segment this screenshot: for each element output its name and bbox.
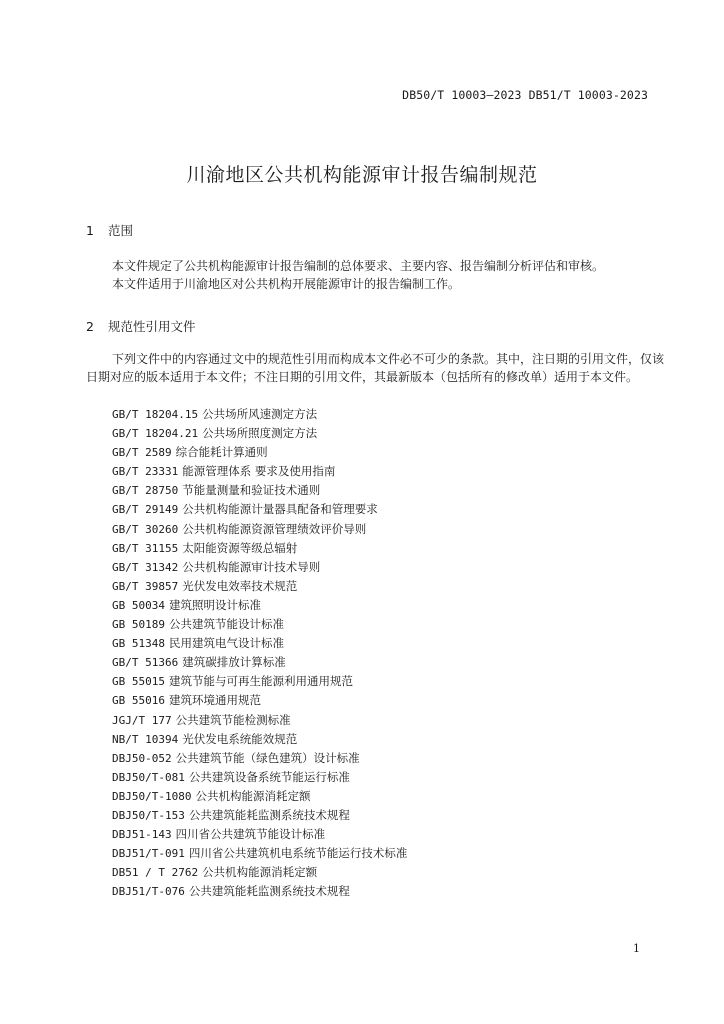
reference-name: 四川省公共建筑机电系统节能运行技术标准 [188,846,408,861]
reference-item [112,520,407,539]
section-number: 2 [86,319,94,334]
reference-item [112,672,407,691]
reference-item [112,577,407,596]
reference-name: 建筑照明设计标准 [168,597,261,612]
reference-item [112,787,407,806]
paragraph: 下列文件中的内容通过文中的规范性引用而构成本文件必不可少的条款。其中，注日期的引用文件，仅该日期对应的版本适用于本文件；不注日期的引用文件，其最新版本（包括所有的修改单）适用于本文件。 [86,352,665,384]
reference-item [112,749,407,768]
reference-name: 太阳能资源等级总辐射 [182,540,298,555]
reference-item [112,500,407,519]
reference-item [112,596,407,615]
reference-item [112,481,407,500]
reference-item [112,863,407,882]
reference-name: 公共建筑设备系统节能运行标准 [188,769,350,784]
reference-code: DBJ50/T-081 [112,770,185,784]
reference-item [112,730,407,749]
reference-name: 公共机构能源审计技术导则 [182,559,321,574]
reference-code: DBJ51/T-091 [112,847,185,861]
reference-item [112,634,407,653]
section-heading-scope [86,221,133,239]
reference-code: GB 51348 [112,637,165,651]
reference-name: 光伏发电效率技术规范 [182,578,298,593]
reference-name: 建筑环境通用规范 [168,693,261,708]
reference-code: GB/T 28750 [112,484,179,498]
reference-code: GB/T 23331 [112,465,179,479]
reference-code: GB 55016 [112,694,165,708]
reference-code: GB/T 2589 [112,446,172,460]
reference-code: DBJ51-143 [112,828,172,842]
page-number: 1 [633,942,640,955]
reference-item [112,462,407,481]
reference-code: GB/T 39857 [112,579,179,593]
paragraph: 本文件适用于川渝地区对公共机构开展能源审计的报告编制工作。 [112,277,461,291]
reference-item [112,539,407,558]
section-number: 1 [86,223,94,238]
reference-name: 公共建筑节能（绿色建筑）设计标准 [175,750,360,765]
reference-name: 能源管理体系 要求及使用指南 [182,464,336,479]
reference-name: 四川省公共建筑节能设计标准 [175,827,326,842]
reference-name: 公共建筑节能设计标准 [168,617,284,632]
reference-item [112,653,407,672]
reference-name: 光伏发电系统能效规范 [182,731,298,746]
reference-name: 公共建筑能耗监测系统技术规程 [188,884,350,899]
reference-item [112,882,407,901]
reference-item [112,691,407,710]
reference-code: DBJ50/T-1080 [112,789,192,803]
reference-code: GB 55015 [112,675,165,689]
reference-name: 公共场所风速测定方法 [202,407,318,421]
reference-code: JGJ/T 177 [112,713,172,727]
reference-code: DBJ50-052 [112,751,172,765]
reference-name: 建筑节能与可再生能源利用通用规范 [168,674,353,689]
reference-item [112,768,407,787]
reference-code: DB51 / T 2762 [112,866,199,880]
section-heading-normative-references [86,317,196,335]
reference-name: 公共机构能源资源管理绩效评价导则 [182,521,367,536]
reference-name: 公共场所照度测定方法 [202,426,318,441]
section-body-normative-references [86,350,664,386]
reference-item [112,844,407,863]
reference-item [112,424,407,443]
reference-code: GB/T 30260 [112,522,179,536]
paragraph: 本文件规定了公共机构能源审计报告编制的总体要求、主要内容、报告编制分析评估和审核。 [112,259,605,273]
document-title: 川渝地区公共机构能源审计报告编制规范 [186,164,538,186]
reference-name: 公共建筑节能检测标准 [175,712,291,727]
reference-item [112,711,407,730]
section-body-scope [86,257,664,293]
reference-code: NB/T 10394 [112,732,179,746]
reference-item [112,806,407,825]
reference-item [112,443,407,462]
reference-item [112,825,407,844]
reference-name: 公共机构能源消耗定额 [195,788,311,803]
reference-code: GB/T 29149 [112,503,179,517]
reference-code: GB/T 31342 [112,560,179,574]
reference-item [112,405,407,424]
reference-code: GB 50034 [112,598,165,612]
reference-name: 公共建筑能耗监测系统技术规程 [188,807,350,822]
reference-name: 民用建筑电气设计标准 [168,636,284,651]
reference-name: 综合能耗计算通则 [175,445,268,460]
reference-code: GB/T 51366 [112,656,179,670]
reference-code: DBJ50/T-153 [112,808,185,822]
reference-name: 公共机构能源计量器具配备和管理要求 [182,502,378,517]
document-code: DB50/T 10003—2023 DB51/T 10003-2023 [402,88,648,102]
reference-code: GB 50189 [112,618,165,632]
reference-name: 公共机构能源消耗定额 [202,865,318,880]
section-title: 范围 [108,223,134,238]
section-title: 规范性引用文件 [108,319,196,334]
reference-list [112,405,407,901]
reference-code: GB/T 18204.21 [112,427,199,441]
reference-name: 节能量测量和验证技术通则 [182,483,321,498]
reference-code: DBJ51/T-076 [112,885,185,899]
reference-item [112,615,407,634]
reference-code: GB/T 31155 [112,541,179,555]
reference-code: GB/T 18204.15 [112,408,199,421]
reference-item [112,558,407,577]
reference-name: 建筑碳排放计算标准 [182,655,286,670]
